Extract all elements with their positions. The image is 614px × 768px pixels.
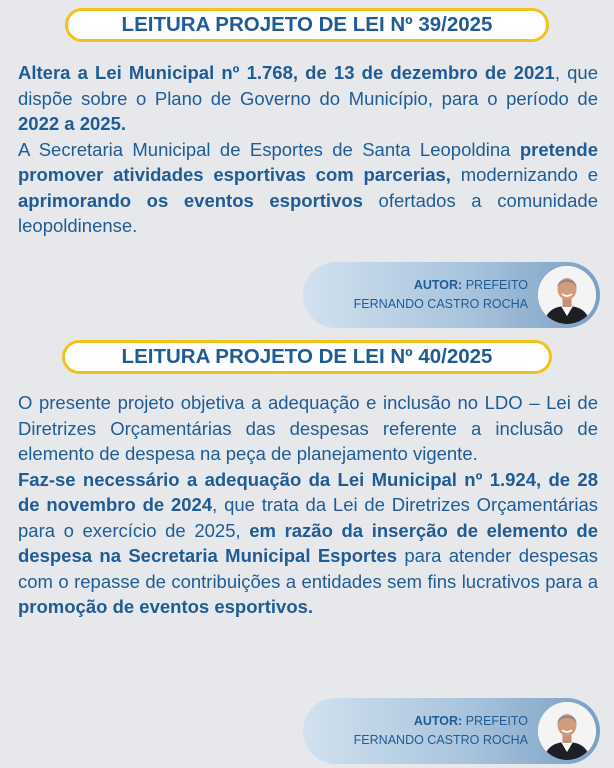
bold-text-run: Faz-se necessário a adequação da Lei Municipal nº 1.924, de 28 de novembro de 2024: [18, 468, 598, 515]
section2-title-pill: [62, 340, 552, 374]
text-run: para atender despesas com o repasse de contribuições a entidades sem fins lucrativos para a: [18, 545, 598, 592]
bold-text-run: promoção de eventos esportivos.: [18, 596, 314, 617]
mayor-portrait-icon: [538, 266, 596, 324]
bold-text-run: pretende promover atividades esportivas com parcerias,: [18, 138, 598, 185]
avatar: [538, 266, 596, 324]
author-role-label: AUTOR:: [413, 714, 463, 728]
section1-title: LEITURA PROJETO DE LEI Nº 39/2025: [121, 13, 493, 36]
section1-author-text: [354, 276, 528, 314]
text-run: A Secretaria Municipal de Esportes de Santa Leopoldina: [18, 138, 520, 160]
author-name: FERNANDO CASTRO ROCHA: [353, 297, 528, 311]
section2-author-badge: [303, 698, 600, 764]
avatar: [538, 702, 596, 760]
bold-text-run: em razão da inserção de elemento de despesa na Secretaria Municipal Esportes: [18, 519, 598, 566]
section1-author-badge: [303, 262, 600, 328]
author-role-label: AUTOR:: [413, 278, 463, 292]
text-run: O presente projeto objetiva a adequação e inclusão no LDO – Lei de Diretrizes Orçamentárias das despesas referente a inclusão de elemento de despesa na peça de planejamento vigente.: [18, 392, 598, 464]
section2-text: [18, 390, 598, 620]
text-run: , que dispõe sobre o Plano de Governo do Município, para o período de: [18, 62, 598, 109]
text-run: modernizando e: [450, 164, 598, 185]
text-run: ofertados a comunidade leopoldinense.: [18, 189, 598, 236]
author-title: PREFEITO: [465, 278, 528, 292]
mayor-portrait-icon: [538, 702, 596, 760]
section1-text: [18, 60, 598, 239]
author-title: PREFEITO: [465, 714, 528, 728]
section1-title-pill: [65, 8, 549, 42]
bold-text-run: Altera a Lei Municipal nº 1.768, de 13 de dezembro de 2021: [18, 62, 555, 83]
bold-text-run: 2022 a 2025.: [18, 113, 127, 134]
bold-text-run: aprimorando os eventos esportivos: [18, 189, 363, 211]
text-run: , que trata da Lei de Diretrizes Orçamentárias para o exercício de 2025,: [18, 494, 598, 541]
section2-title: LEITURA PROJETO DE LEI Nº 40/2025: [121, 345, 493, 368]
section2-author-text: [354, 712, 528, 750]
author-name: FERNANDO CASTRO ROCHA: [353, 733, 528, 747]
